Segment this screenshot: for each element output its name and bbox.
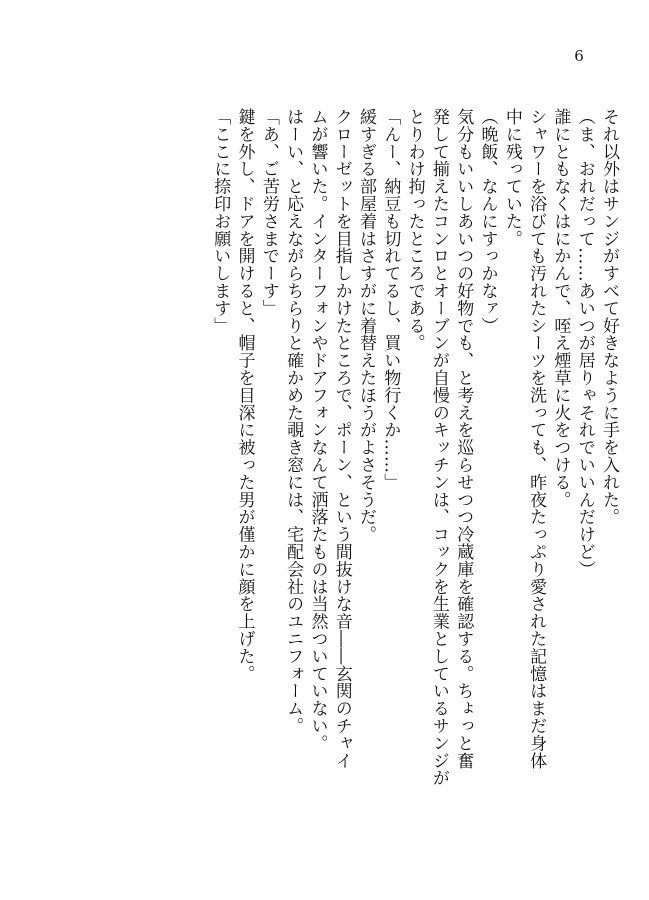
text-line: 「ここに捺印お願いします」 [210,108,231,335]
text-line: （ま、おれだって……あいつが居りゃそれでいいんだけど） [574,108,595,578]
text-line: 誰にともなくはにかんで、咥え煙草に火をつける。 [550,108,571,509]
text-line: 「あ、ご苦労さまでーす」 [258,108,279,317]
text-line: （晩飯、なんにすっかなァ） [477,108,498,335]
text-line: ムが響いた。インターフォンやドアフォンなんて洒落たものは当然ついていない。 [307,108,328,752]
text-line: とりわけ拘ったところである。 [404,108,425,352]
text-line: 鍵を外し、ドアを開けると、帽子を目深に被った男が僅かに顔を上げた。 [234,108,255,683]
text-line: シャワーを浴びても汚れたシーツを洗っても、昨夜たっぷり愛された記憶はまだ身体 [526,108,547,770]
text-line: 気分もいいしあいつの好物でも、と考えを巡らせつつ冷蔵庫を確認する。ちょっと奮 [453,108,474,770]
text-line: クローゼットを目指しかけたところで、ポーン、という間抜けな音――玄関のチャイ [331,108,352,770]
text-line: 緩すぎる部屋着はさすがに着替えたほうがよさそうだ。 [356,108,377,543]
text-line: それ以外はサンジがすべて好きなように手を入れた。 [599,108,619,526]
text-line: 発して揃えたコンロとオーブンが自慢のキッチンは、コックを生業としているサンジが [428,108,449,787]
vertical-text-body [208,108,621,878]
text-line: 「んー、納豆も切れてるし、買い物行くか……」 [380,108,401,491]
page-number: 6 [574,47,584,65]
text-line: はーい、と応えながらちらりと確かめた覗き窓には、宅配会社のユニフォーム。 [283,108,304,735]
text-line: 中に残っていた。 [501,108,522,248]
